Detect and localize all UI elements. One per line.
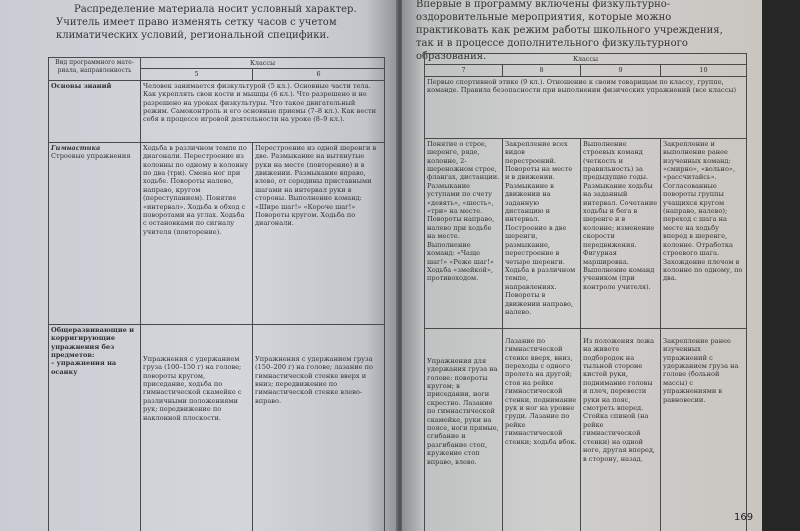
posture-grade-5: Упражнения с удержанием груза (100–150 г) на голове; повороты кругом, приседание, ходьба по гимнастической скамейке с различными положениями рук; передвижение по наклонной плоскости. <box>141 324 253 531</box>
header-grade-10: 10 <box>661 65 747 76</box>
header-classes: Классы <box>425 54 747 65</box>
drill-grade-9: Выполнение строевых команд (четкость и правильность) за предыдущие годы. Размыкание ходьбы на заданный интервал. Сочетание ходьбы и бега в шеренге и в колонне; изменение скорости передвижения. Фигурная маршировка. Выполнение команд учеником (при контроле учителя). <box>581 138 661 328</box>
drill-grade-10: Закрепление и выполнение ранее изученных команд: «смирно», «вольно», «рассчитайсь». Согласованные повороты группы учащихся кругом (направо, налево); переход с шага на месте на ходьбу вперед в шеренге, колонне. Отработка строевого шага. Захождение плечом в колонне по одному, по два. <box>661 138 747 328</box>
table-row <box>425 138 747 328</box>
posture-grade-10: Закрепление ранее изученных упражнений с удержанием груза на голове (больной массы) с упражнениями в равновесии. <box>661 328 747 531</box>
posture-grade-8: Лазание по гимнастической стенке вверх, вниз, переходы с одного пролета на другой; стоя на рейке гимнастической стенки, поднимание рук и ног на уровне груди. Лазание по рейке гимнастической стенки; ходьба вбок. <box>503 328 581 531</box>
section-basics: Основы знаний <box>49 80 141 142</box>
posture-grade-9: Из положения лежа на животе подбородок на тыльной стороне кистей руки, поднимание головы и плеч, перевести руки на пояс, смотреть вперед. Стойка спиной (на рейке гимнастической стенки) на одной ноге, другая вперед, в сторону, назад. <box>581 328 661 531</box>
header-grade-8: 8 <box>503 65 581 76</box>
section-gymnastics <box>49 142 141 324</box>
basics-content: Человек занимается физкультурой (5 кл.). Основные части тела. Как укреплять свои кости и мышцы (6 кл.). Что разрешено и не разрешено на уроках физкультуры. Что такое двигательный режим. Самоконтроль и его основные приемы (7–8 кл.). Как вести себя в процессе игровой деятельности на уроке (8–9 кл.). <box>141 80 385 142</box>
header-grade-6: 6 <box>253 69 385 80</box>
header-grade-7: 7 <box>425 65 503 76</box>
page-number: 169 <box>734 512 754 523</box>
table-row <box>425 328 747 531</box>
left-intro-text: Распределение материала носит условный характер. Учитель имеет право изменять сетку часов с учетом климатических условий, региональной специфики. <box>56 4 357 41</box>
header-classes: Классы <box>141 58 385 69</box>
right-program-table <box>424 53 747 531</box>
table-row <box>49 324 385 531</box>
gymnastics-grade-6: Перестроение из одной шеренги в две. Размыкание на вытянутые руки на месте (повторение) и в движении. Размыкание вправо, влево, от середины приставными шагами на интервал руки в стороны. Выполнение команд: «Шире шаг!» «Короче шаг!» Повороты кругом. Ходьба по диагонали. <box>253 142 385 324</box>
section-exercises <box>49 324 141 531</box>
section-subtitle: – упражнения на осанку <box>51 359 117 376</box>
table-header-row <box>49 58 385 69</box>
section-title: Общеразвивающие и корригирующие упражнения без предметов: <box>51 325 135 360</box>
right-intro-text: Впервые в программу включены физкультурно-оздоровительные мероприятия, которые можно практиковать как режим работы школьного учреждения, так и в процессе дополнительного физкультурного образования. <box>416 0 723 62</box>
drill-grade-7: Понятие о строе, шеренге, ряде, колонне, 2-шереножном строе, флангах, дистанции. Размыкание уступами по счету «девять», «шесть», «три» на месте. Повороты направо, налево при ходьбе на месте. Выполнение команд: «Чаще шаг!» «Реже шаг!» Ходьба «змейкой», противоходом. <box>425 138 503 328</box>
header-grade-5: 5 <box>141 69 253 80</box>
drill-grade-8: Закрепление всех видов перестроений. Повороты на месте и в движении. Размыкание в движении на заданную дистанцию и интервал. Построение в две шеренги, размыкание, перестроение в четыре шеренги. Ходьба в различном темпе, направлениях. Повороты в движении направо, налево. <box>503 138 581 328</box>
posture-grade-7: Упражнения для удержания груза на голове: повороты кругом; в приседании, ноги скрестно. Лазание по гимнастической скамейке, руки на поясе, ноги прямые, сгибание и разгибание стоп, кружение стоп вправо, влево. <box>425 328 503 531</box>
posture-grade-6: Упражнения с удержанием груза (150–200 г) на голове; лазание по гимнастической стенке вверх и вниз; передвижение по гимнастической стенке влево-вправо. <box>253 324 385 531</box>
right-page <box>402 0 762 531</box>
header-material-type: Вид программного мате-риала, направленность <box>49 58 141 81</box>
table-header-row <box>425 54 747 65</box>
table-row <box>49 142 385 324</box>
table-header-grades <box>425 65 747 76</box>
table-row <box>49 80 385 142</box>
left-program-table <box>48 57 385 531</box>
section-subtitle: Строевые упражнения <box>51 152 131 161</box>
left-page <box>0 0 398 531</box>
section-title: Гимнастика <box>51 143 101 152</box>
background-edge <box>762 0 800 531</box>
table-row <box>425 76 747 138</box>
gymnastics-grade-5: Ходьба в различном темпе по диагонали. Перестроение из колонны по одному в колонну по два (три). Смена ног при ходьбе. Повороты налево, направо, кругом (переступанием). Понятие «интервал». Ходьба в обход с поворотами на углах. Ходьба с остановками по сигналу учителя (повторение). <box>141 142 253 324</box>
header-grade-9: 9 <box>581 65 661 76</box>
ethics-content: Первые спортивной этике (9 кл.). Отношение к своим товарищам по классу, группе, команде. Правила безопасности при выполнении физических упражнений (все классы) <box>425 76 747 138</box>
